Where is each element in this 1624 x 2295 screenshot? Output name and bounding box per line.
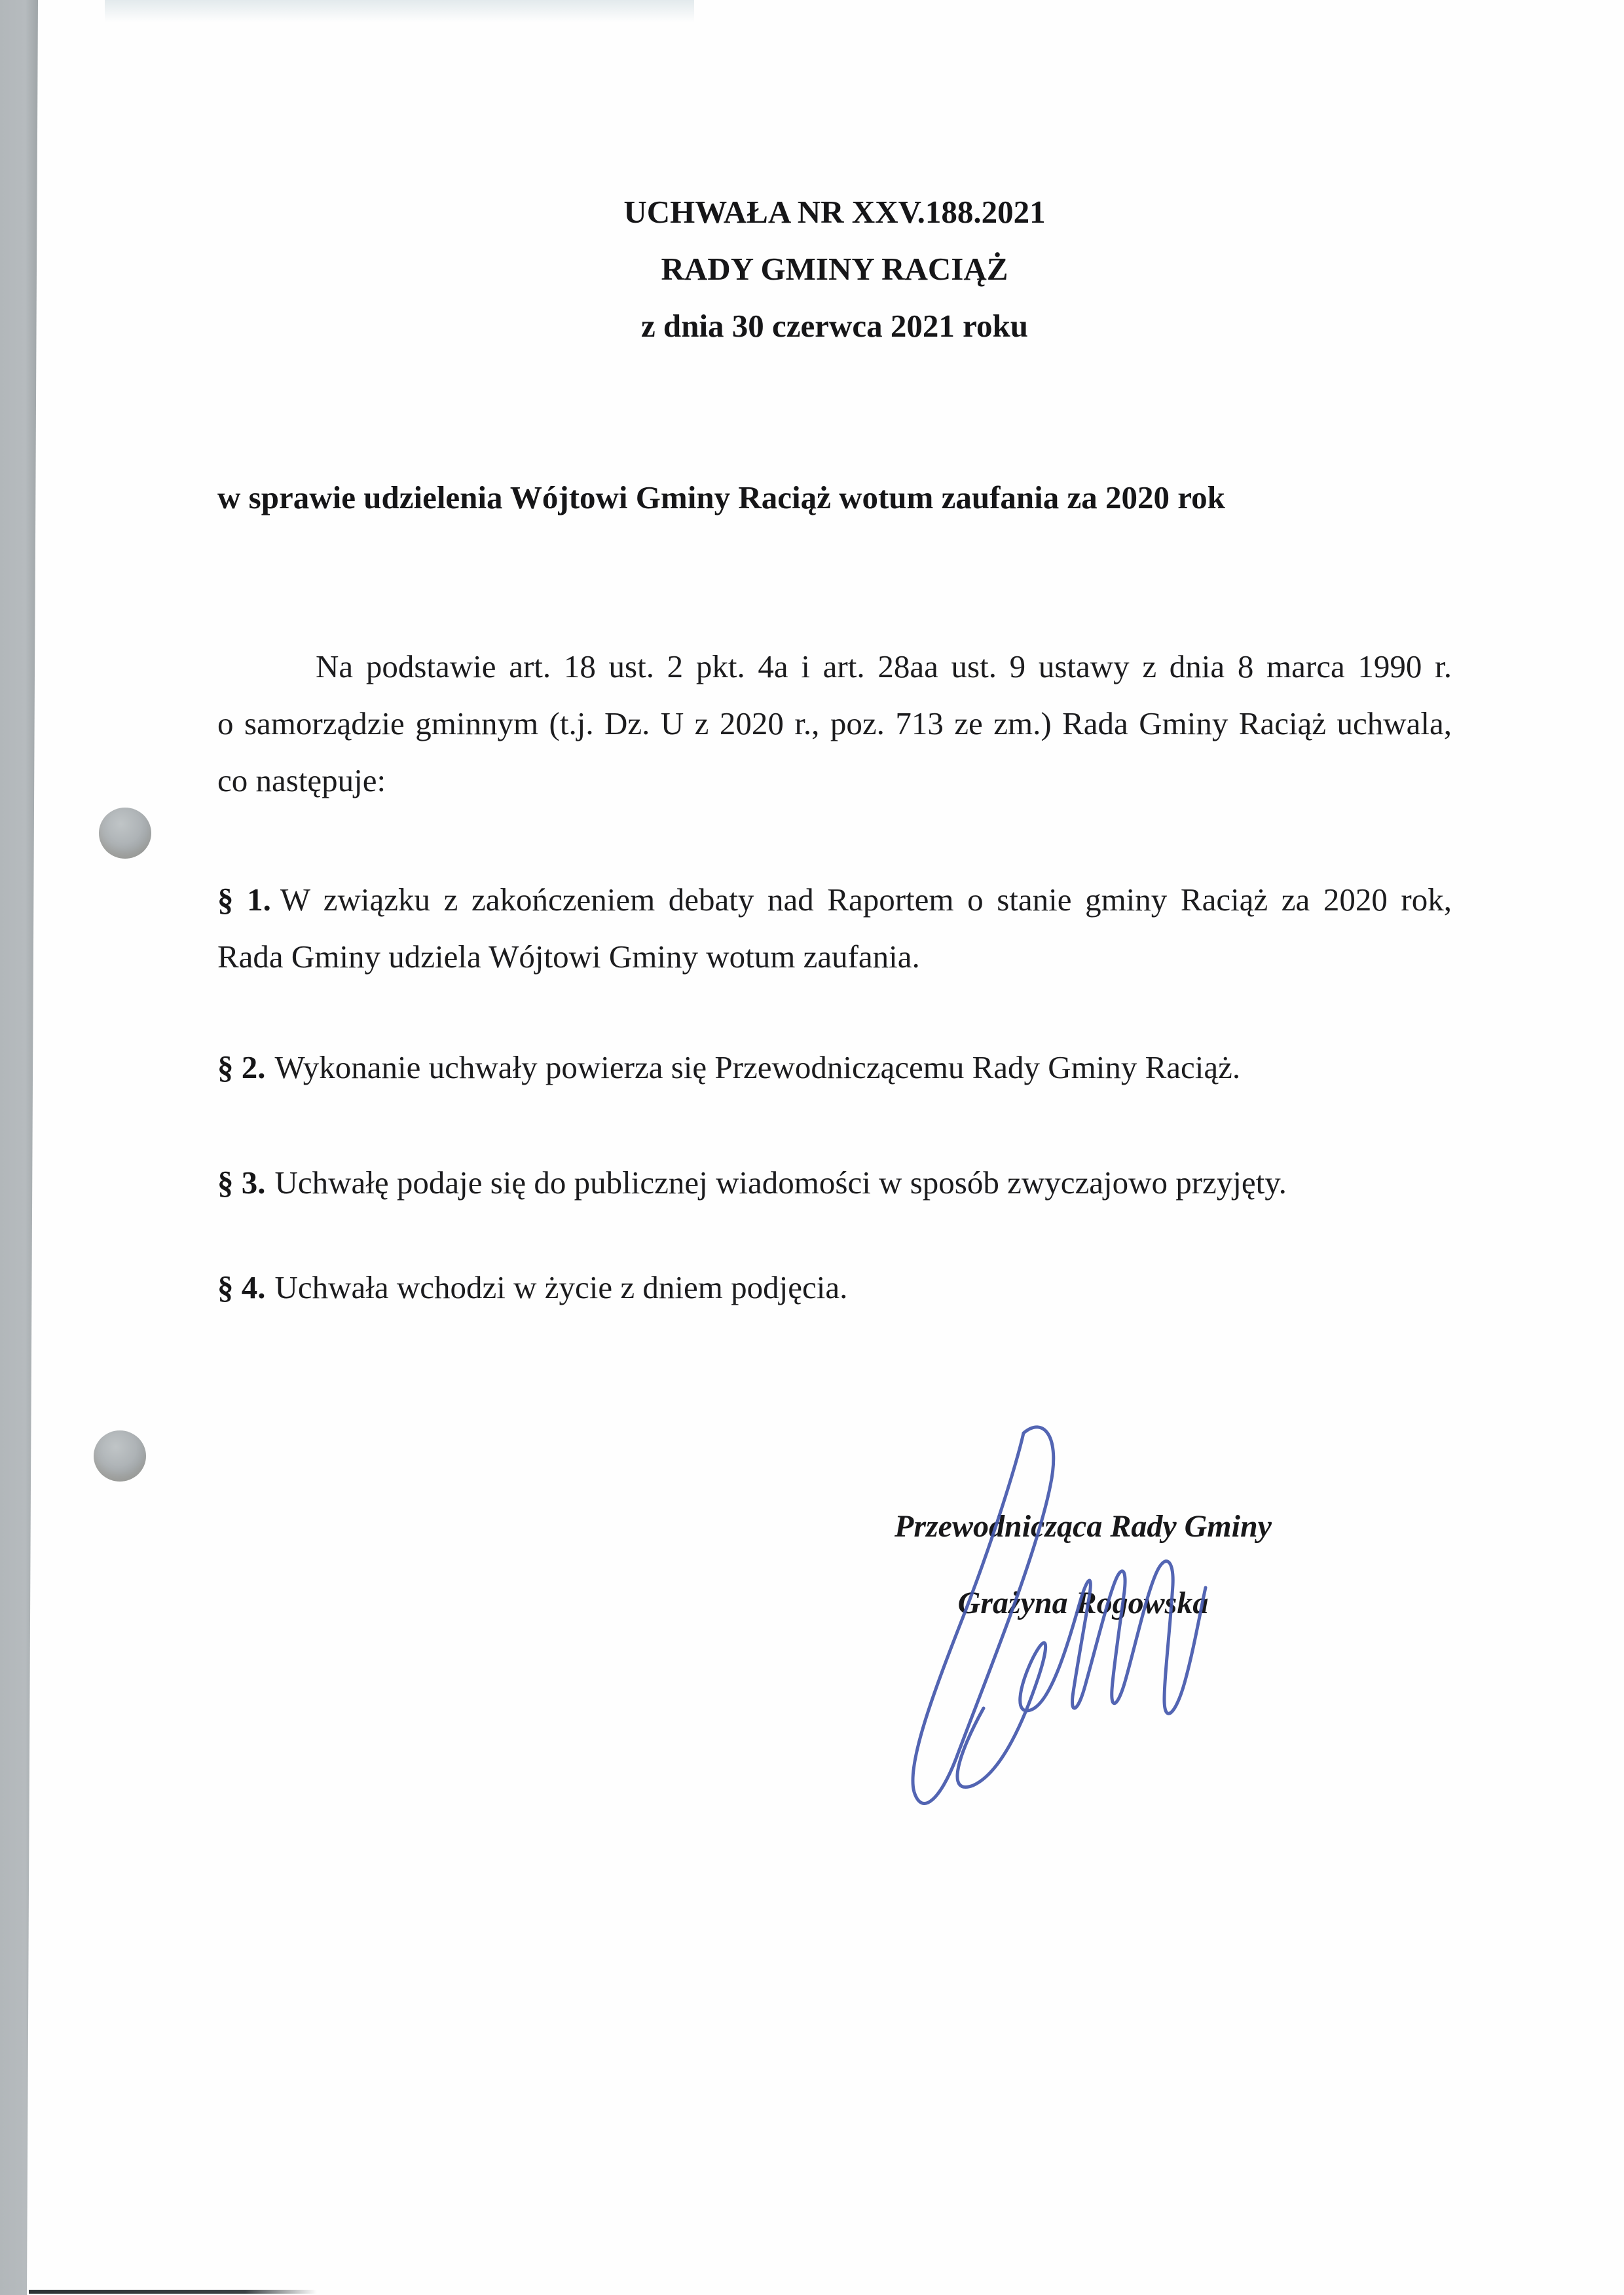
section-text: Uchwałę podaje się do publicznej wiadomości w sposób zwyczajowo przyjęty. <box>274 1165 1287 1201</box>
section-line <box>217 928 1452 985</box>
section-1 <box>217 871 1452 985</box>
scan-top-smudge <box>105 0 694 22</box>
section-number: § 1. <box>217 882 271 918</box>
signatory-name: Grażyna Rogowska <box>957 1586 1209 1620</box>
section-text: Uchwała wchodzi w życie z dniem podjęcia. <box>274 1269 848 1305</box>
preamble-line: o samorządzie gminnym (t.j. Dz. U z 2020 r., poz. 713 ze zm.) Rada Gminy Raciąż uchwala, <box>217 705 1452 741</box>
document-title <box>217 183 1452 354</box>
preamble-line: Na podstawie art. 18 ust. 2 pkt. 4a i art. 28aa ust. 9 ustawy z dnia 8 marca 1990 r. <box>316 648 1452 684</box>
section-text: W związku z zakończeniem debaty nad Raportem o stanie gminy Raciąż za 2020 rok, <box>280 882 1452 918</box>
handwritten-signature-icon <box>884 1402 1310 1821</box>
scan-bottom-shadow <box>29 2290 317 2294</box>
section-line <box>217 1039 1452 1096</box>
title-line-authority: RADY GMINY RACIĄŻ <box>661 251 1008 287</box>
section-text: Wykonanie uchwały powierza się Przewodniczącemu Rady Gminy Raciąż. <box>274 1049 1241 1085</box>
section-text: Rada Gminy udziela Wójtowi Gminy wotum zaufania. <box>217 939 920 975</box>
section-2 <box>217 1039 1452 1096</box>
preamble-paragraph <box>217 638 1452 809</box>
title-line-number: UCHWAŁA NR XXV.188.2021 <box>623 194 1046 230</box>
scan-edge-strip <box>0 0 46 2295</box>
section-number: § 3. <box>217 1165 266 1201</box>
section-3 <box>217 1154 1452 1211</box>
section-line <box>217 871 1452 928</box>
title-line-date: z dnia 30 czerwca 2021 roku <box>640 308 1029 344</box>
section-number: § 4. <box>217 1269 266 1305</box>
section-line <box>217 1259 1452 1316</box>
section-4 <box>217 1259 1452 1316</box>
section-number: § 2. <box>217 1049 266 1085</box>
section-line <box>217 1154 1452 1211</box>
signatory-role: Przewodnicząca Rady Gminy <box>895 1509 1272 1544</box>
preamble-line: co następuje: <box>217 762 386 798</box>
hole-punch-icon <box>94 1430 146 1482</box>
subject-line: w sprawie udzielenia Wójtowi Gminy Raciąż wotum zaufania za 2020 rok <box>217 479 1225 515</box>
hole-punch-icon <box>99 808 151 859</box>
